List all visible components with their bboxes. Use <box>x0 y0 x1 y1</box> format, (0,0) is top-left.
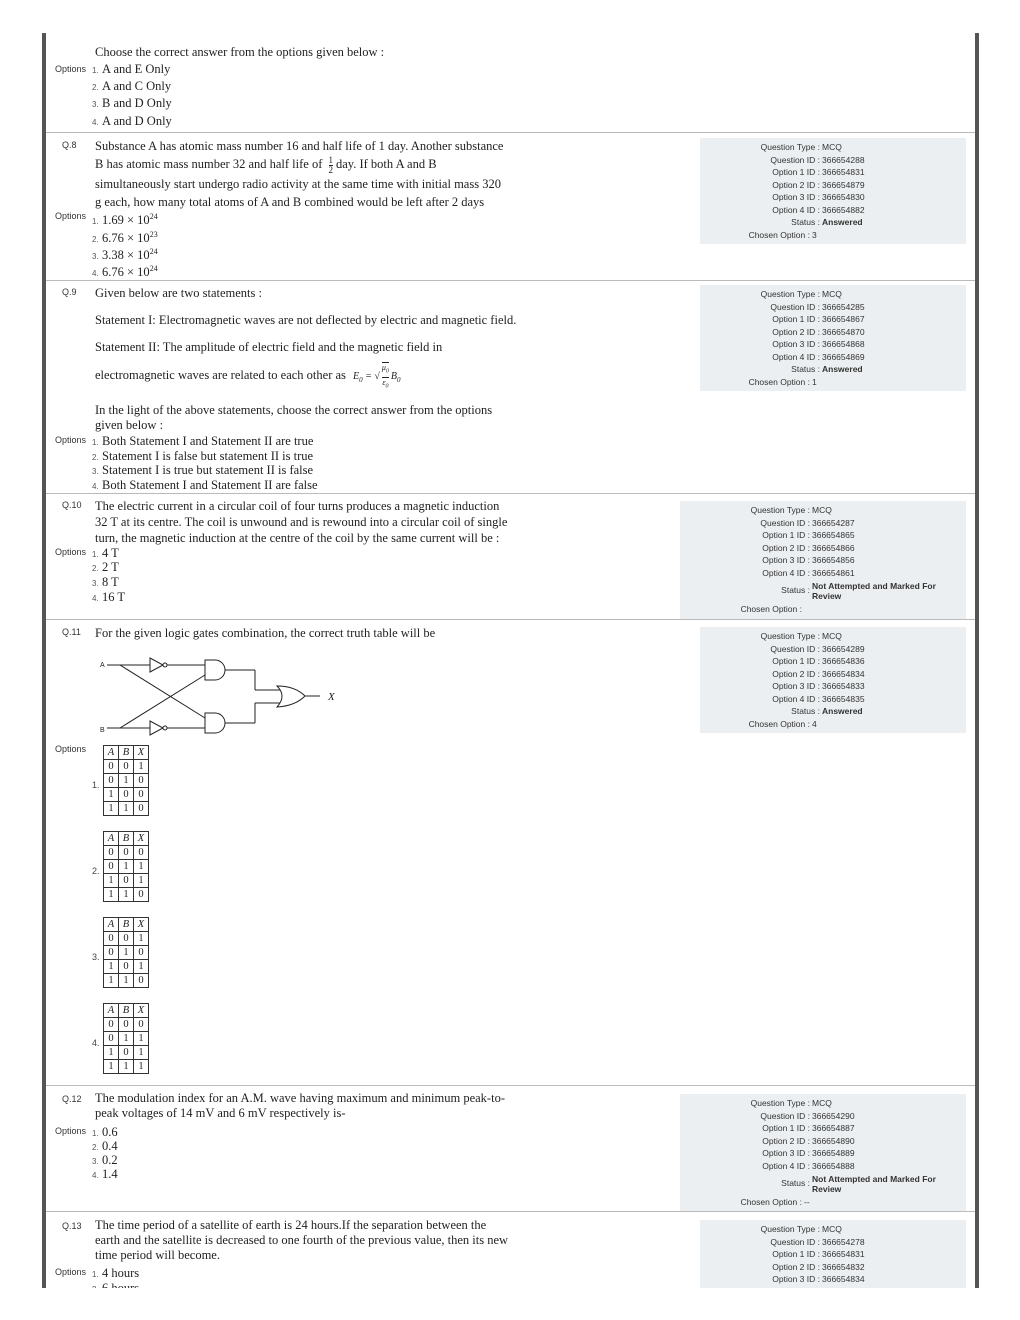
q8-options-label: Options <box>55 211 87 221</box>
q10-option-3[interactable]: 3. 8 T <box>92 575 119 589</box>
logic-gate-diagram <box>95 650 355 740</box>
table-row <box>104 860 149 874</box>
q13-info-panel: Question Type : MCQ Question ID : 366654278 Option 1 ID : 366654831 Option 2 ID : 366654832 Option 3 ID : 366654834 <box>700 1220 966 1289</box>
page-cutoff-mask <box>0 1288 1020 1320</box>
q12-option-3[interactable]: 3. 0.2 <box>92 1153 118 1167</box>
header-cell: A <box>104 1004 119 1018</box>
header-cell: B <box>119 918 134 932</box>
q9-formula: $E_0$ = √ $\frac{\mu_0}{\varepsilon_0}$ $B_0$ <box>353 363 401 390</box>
q13-options-label: Options <box>55 1267 87 1277</box>
table-cell: 1 <box>119 774 134 788</box>
q10-options-label: Options <box>55 547 87 557</box>
table-cell: 1 <box>134 1032 149 1046</box>
q10-text: The electric current in a circular coil of four turns produces a magnetic induction 32 T at its centre. The coil is unwound and is rewound into a circular coil of single turn, the magnetic induction at the centre of the coil by the same current will be : <box>95 499 508 545</box>
table-cell: 0 <box>104 774 119 788</box>
table-cell: 0 <box>119 788 134 802</box>
q9-line-1: Given below are two statements : <box>95 286 262 300</box>
left-border <box>42 33 46 1320</box>
header-cell: A <box>104 832 119 846</box>
table-row <box>104 1032 149 1046</box>
truth-table-header <box>104 1004 149 1018</box>
header-cell: A <box>104 918 119 932</box>
q8-info-panel: Question Type : MCQ Question ID : 366654288 Option 1 ID : 366654831 Option 2 ID : 366654879 Option 3 ID : 366654830 Option 4 ID : 366654882 Status : Answered Chosen Option : 3 <box>700 138 966 244</box>
q7-options-label: Options <box>55 64 87 74</box>
q10-option-2[interactable]: 2. 2 T <box>92 560 119 574</box>
q7-option-1[interactable]: 1. A and E Only <box>92 62 171 76</box>
table-row <box>104 960 149 974</box>
q10-info-panel: Question Type : MCQ Question ID : 366654287 Option 1 ID : 366654865 Option 2 ID : 366654866 Option 3 ID : 366654856 Option 4 ID : 366654861 Status : Not Attempted and Marked For Review Chosen Option : <box>680 501 966 619</box>
table-row <box>104 946 149 960</box>
q8-option-1[interactable]: 1. $1.69 \times 10^{24}$ <box>92 212 158 228</box>
q10-number: Q.10 <box>62 500 82 510</box>
table-cell: 1 <box>134 1060 149 1074</box>
q11-table-number: 4. <box>92 1038 100 1048</box>
table-row <box>104 1018 149 1032</box>
header-cell: X <box>134 832 149 846</box>
q11-number: Q.11 <box>62 627 81 637</box>
table-cell: 0 <box>119 874 134 888</box>
table-cell: 1 <box>134 760 149 774</box>
table-row <box>104 846 149 860</box>
table-cell: 1 <box>134 874 149 888</box>
q13-number: Q.13 <box>62 1221 82 1231</box>
truth-table-header <box>104 918 149 932</box>
table-cell: 1 <box>104 802 119 816</box>
table-cell: 1 <box>134 960 149 974</box>
truth-table-header <box>104 746 149 760</box>
table-cell: 1 <box>119 974 134 988</box>
q11-table-number: 1. <box>92 780 100 790</box>
divider <box>46 493 975 494</box>
q11-option-1[interactable] <box>103 745 149 816</box>
q11-option-3[interactable] <box>103 917 149 988</box>
table-cell: 1 <box>134 932 149 946</box>
q9-line-4: electromagnetic waves are related to each other as $E_0$ = √ $\frac{\mu_0}{\varepsilon_0}$ $B_0$ <box>95 363 401 390</box>
table-cell: 1 <box>134 1046 149 1060</box>
table-cell: 1 <box>104 974 119 988</box>
table-cell: 0 <box>119 760 134 774</box>
table-cell: 1 <box>104 960 119 974</box>
table-cell: 1 <box>119 802 134 816</box>
output-x-label: X <box>328 691 335 703</box>
table-row <box>104 1060 149 1074</box>
divider <box>46 280 975 281</box>
table-cell: 1 <box>104 874 119 888</box>
q10-option-1[interactable]: 1. 4 T <box>92 546 119 560</box>
table-cell: 0 <box>134 802 149 816</box>
table-cell: 0 <box>134 774 149 788</box>
input-b-label: B <box>100 727 105 734</box>
header-cell: A <box>104 746 119 760</box>
table-cell: 0 <box>119 960 134 974</box>
table-row <box>104 888 149 902</box>
table-cell: 0 <box>119 846 134 860</box>
q7-option-4[interactable]: 4. A and D Only <box>92 114 172 128</box>
q11-options-label: Options <box>55 744 87 754</box>
q13-text: The time period of a satellite of earth is 24 hours.If the separation between the earth and the satellite is decreased to one fourth of the previous value, then its new time period will become. <box>95 1218 509 1262</box>
q9-option-3[interactable]: 3. Statement I is true but statement II is false <box>92 463 314 477</box>
header-cell: X <box>134 1004 149 1018</box>
truth-table <box>103 1003 149 1074</box>
q11-text: For the given logic gates combination, the correct truth table will be <box>95 626 436 640</box>
table-row <box>104 1046 149 1060</box>
table-cell: 0 <box>134 846 149 860</box>
q9-number: Q.9 <box>62 287 77 297</box>
table-row <box>104 802 149 816</box>
q11-option-4[interactable] <box>103 1003 149 1074</box>
table-cell: 1 <box>104 1046 119 1060</box>
q7-text: Choose the correct answer from the options given below : <box>95 45 385 59</box>
q9-line-6: given below : <box>95 418 164 432</box>
right-border <box>975 33 979 1320</box>
header-cell: B <box>119 746 134 760</box>
table-cell: 1 <box>119 1060 134 1074</box>
table-row <box>104 932 149 946</box>
q11-table-number: 2. <box>92 866 100 876</box>
q12-number: Q.12 <box>62 1094 82 1104</box>
q9-option-4[interactable]: 4. Both Statement I and Statement II are false <box>92 478 318 492</box>
table-cell: 0 <box>134 1018 149 1032</box>
q10-option-4[interactable]: 4. 16 T <box>92 590 126 604</box>
table-cell: 1 <box>119 888 134 902</box>
q9-line-3: Statement II: The amplitude of electric field and the magnetic field in <box>95 340 443 354</box>
q11-table-number: 3. <box>92 952 100 962</box>
divider <box>46 1211 975 1212</box>
q9-line-5: In the light of the above statements, choose the correct answer from the options <box>95 403 493 417</box>
table-cell: 0 <box>104 1032 119 1046</box>
divider <box>46 132 975 133</box>
table-cell: 1 <box>119 1032 134 1046</box>
q12-option-1[interactable]: 1. 0.6 <box>92 1125 118 1139</box>
table-cell: 1 <box>104 788 119 802</box>
table-cell: 0 <box>134 788 149 802</box>
truth-table-header <box>104 832 149 846</box>
table-row <box>104 774 149 788</box>
q9-option-2[interactable]: 2. Statement I is false but statement II is true <box>92 449 314 463</box>
q13-option-1[interactable]: 1. 4 hours <box>92 1266 140 1280</box>
q8-text: Substance A has atomic mass number 16 and half life of 1 day. Another substance B has atomic mass number 32 and half life of $\frac{1}{2}$ day. If both A and B simultaneously start undergo radio activity at the same time with initial mass 320 g each, how many total atoms of A and B combined would be left after 2 days <box>95 139 504 209</box>
q7-option-3[interactable]: 3. B and D Only <box>92 96 172 110</box>
header-cell: B <box>119 1004 134 1018</box>
q12-option-2[interactable]: 2. 0.4 <box>92 1139 118 1153</box>
q9-line-2: Statement I: Electromagnetic waves are not deflected by electric and magnetic field. <box>95 313 517 327</box>
truth-table <box>103 917 149 988</box>
table-row <box>104 874 149 888</box>
table-cell: 0 <box>134 946 149 960</box>
divider <box>46 1085 975 1086</box>
q9-option-1[interactable]: 1. Both Statement I and Statement II are true <box>92 434 314 448</box>
divider <box>46 619 975 620</box>
q8-option-3[interactable]: 3. $3.38 \times 10^{24}$ <box>92 247 158 263</box>
table-cell: 1 <box>104 1060 119 1074</box>
q12-info-panel: Question Type : MCQ Question ID : 366654290 Option 1 ID : 366654887 Option 2 ID : 366654890 Option 3 ID : 366654889 Option 4 ID : 366654888 Status : Not Attempted and Marked For Review Chosen Option : -- <box>680 1094 966 1212</box>
table-cell: 0 <box>119 1018 134 1032</box>
table-cell: 0 <box>104 932 119 946</box>
table-cell: 0 <box>104 1018 119 1032</box>
q11-option-2[interactable] <box>103 831 149 902</box>
q9-info-panel: Question Type : MCQ Question ID : 366654285 Option 1 ID : 366654867 Option 2 ID : 366654870 Option 3 ID : 366654868 Option 4 ID : 366654869 Status : Answered Chosen Option : 1 <box>700 285 966 391</box>
table-cell: 0 <box>134 974 149 988</box>
truth-table <box>103 831 149 902</box>
table-cell: 0 <box>119 1046 134 1060</box>
header-cell: B <box>119 832 134 846</box>
q8-fraction: $\frac{1}{2}$ <box>328 154 333 175</box>
table-cell: 0 <box>134 888 149 902</box>
table-cell: 0 <box>104 946 119 960</box>
q8-option-2[interactable]: 2. $6.76 \times 10^{23}$ <box>92 230 158 246</box>
q12-options-label: Options <box>55 1126 87 1136</box>
q9-options-label: Options <box>55 435 87 445</box>
table-cell: 0 <box>104 860 119 874</box>
header-cell: X <box>134 918 149 932</box>
q8-option-4[interactable]: 4. $6.76 \times 10^{24}$ <box>92 264 158 280</box>
table-row <box>104 788 149 802</box>
header-cell: X <box>134 746 149 760</box>
table-cell: 1 <box>119 860 134 874</box>
q8-number: Q.8 <box>62 140 77 150</box>
q7-option-2[interactable]: 2. A and C Only <box>92 79 172 93</box>
q11-info-panel: Question Type : MCQ Question ID : 366654289 Option 1 ID : 366654836 Option 2 ID : 366654834 Option 3 ID : 366654833 Option 4 ID : 366654835 Status : Answered Chosen Option : 4 <box>700 627 966 733</box>
table-row <box>104 974 149 988</box>
q12-option-4[interactable]: 4. 1.4 <box>92 1167 118 1181</box>
table-cell: 1 <box>119 946 134 960</box>
table-cell: 0 <box>104 760 119 774</box>
truth-table <box>103 745 149 816</box>
table-cell: 1 <box>104 888 119 902</box>
table-row <box>104 760 149 774</box>
table-cell: 0 <box>119 932 134 946</box>
q12-text: The modulation index for an A.M. wave having maximum and minimum peak-to- peak voltages of 14 mV and 6 mV respectively is- <box>95 1091 505 1120</box>
table-cell: 0 <box>104 846 119 860</box>
table-cell: 1 <box>134 860 149 874</box>
input-a-label: A <box>100 662 105 669</box>
